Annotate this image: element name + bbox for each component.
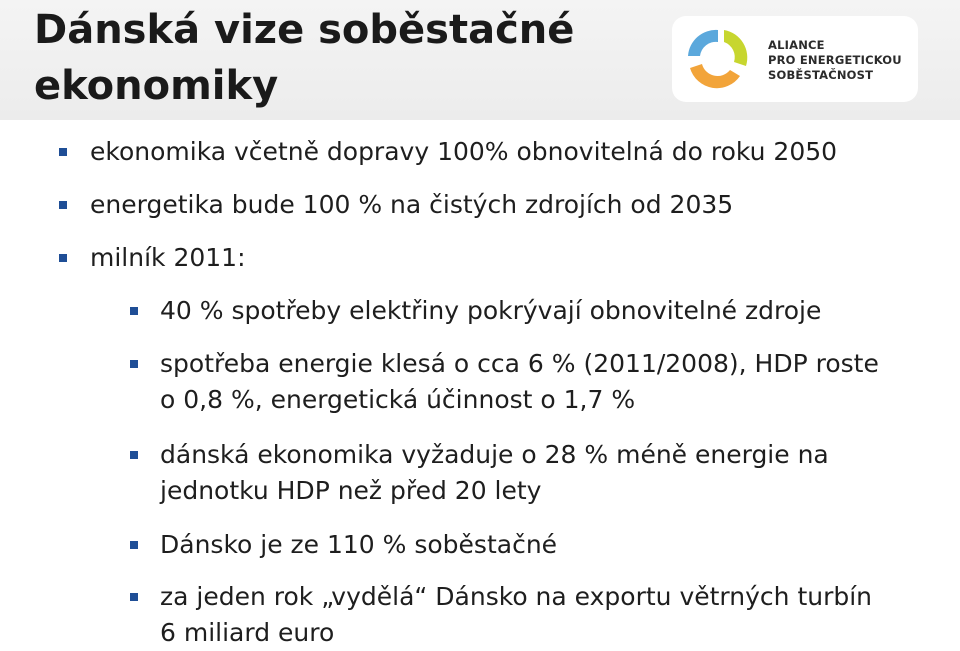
bullet-item [90,134,837,170]
bullet-text: milník 2011: [90,243,246,272]
square-bullet-icon [59,201,67,209]
logo-line-1: ALIANCE [768,38,825,52]
square-bullet-icon [130,593,138,601]
logo-text [768,38,902,83]
sub-bullet-item [160,579,872,651]
circular-arrows-logo-icon [680,26,756,92]
square-bullet-icon [130,451,138,459]
sub-bullet-text: Dánsko je ze 110 % soběstačné [160,530,558,559]
sub-bullet-item [160,346,879,418]
sub-bullet-text-line-1: spotřeba energie klesá o cca 6 % (2011/2008), HDP roste [160,349,879,378]
square-bullet-icon [59,148,67,156]
sub-bullet-item [160,437,829,509]
bullet-text: ekonomika včetně dopravy 100% obnovitelná do roku 2050 [90,137,838,166]
sub-bullet-item [160,293,821,329]
square-bullet-icon [130,307,138,315]
logo-line-3: SOBĚSTAČNOST [768,68,874,82]
square-bullet-icon [59,254,67,262]
slide-title [34,2,654,114]
bullet-text: energetika bude 100 % na čistých zdrojích od 2035 [90,190,734,219]
bullet-item [90,187,733,223]
bullet-item [90,240,246,276]
title-line-2: ekonomiky [34,63,279,109]
slide-header [0,0,960,120]
square-bullet-icon [130,360,138,368]
sub-bullet-text: 40 % spotřeby elektřiny pokrývají obnovitelné zdroje [160,296,822,325]
sub-bullet-text-line-2: jednotku HDP než před 20 lety [160,476,542,505]
square-bullet-icon [130,541,138,549]
title-line-1: Dánská vize soběstačné [34,7,575,53]
sub-bullet-text-line-1: za jeden rok „vydělá“ Dánsko na exportu větrných turbín [160,582,873,611]
alliance-logo [672,16,918,102]
sub-bullet-text-line-2: 6 miliard euro [160,618,335,647]
sub-bullet-text-line-1: dánská ekonomika vyžaduje o 28 % méně energie na [160,440,829,469]
logo-line-2: PRO ENERGETICKOU [768,53,902,67]
sub-bullet-text-line-2: o 0,8 %, energetická účinnost o 1,7 % [160,385,636,414]
sub-bullet-item [160,527,557,563]
